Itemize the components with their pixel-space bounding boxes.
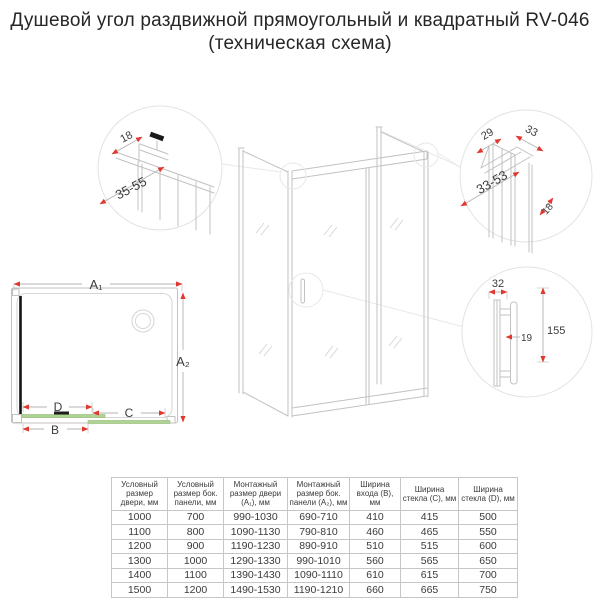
dim-handle-height: 155 <box>547 325 566 337</box>
table-header-cell: Ширина стекла (D), мм <box>459 478 518 511</box>
table-cell: 610 <box>350 568 401 583</box>
table-row <box>112 583 518 598</box>
table-cell: 560 <box>350 554 401 569</box>
table-cell: 690-710 <box>288 510 350 525</box>
table-cell: 1390-1430 <box>224 568 288 583</box>
table-cell: 1090-1110 <box>288 568 350 583</box>
dim-plan-b: B <box>50 423 60 437</box>
dim-top-rail-range: 35-55 <box>112 173 150 203</box>
table-cell: 700 <box>459 568 518 583</box>
sliding-door-glass <box>22 415 105 418</box>
table-cell: 410 <box>350 510 401 525</box>
table-cell: 1300 <box>112 554 168 569</box>
dim-profile-29: 29 <box>479 126 496 143</box>
table-cell: 1000 <box>168 554 224 569</box>
table-cell: 1290-1330 <box>224 554 288 569</box>
table-cell: 550 <box>459 525 518 540</box>
dim-top-rail-18: 18 <box>118 129 135 146</box>
table-cell: 1090-1130 <box>224 525 288 540</box>
table-header-row <box>112 478 518 511</box>
table-row <box>112 510 518 525</box>
table-cell: 1400 <box>112 568 168 583</box>
table-cell: 565 <box>401 554 459 569</box>
table-cell: 890-910 <box>288 539 350 554</box>
table-cell: 415 <box>401 510 459 525</box>
table-cell: 1190-1210 <box>288 583 350 598</box>
plan-view <box>12 277 190 437</box>
table-row <box>112 568 518 583</box>
table-header-cell: Монтажный размер бок. панели (A₂), мм <box>288 478 350 511</box>
dim-plan-a2: A₂ <box>176 354 190 369</box>
detail-wall-profile <box>460 110 592 253</box>
dim-handle-width: 32 <box>491 278 505 290</box>
table-cell: 1000 <box>112 510 168 525</box>
table-header-cell: Ширина стекла (C), мм <box>401 478 459 511</box>
table-cell: 1100 <box>168 568 224 583</box>
table-row <box>112 554 518 569</box>
dim-plan-c: C <box>124 406 134 420</box>
table-cell: 990-1010 <box>288 554 350 569</box>
table-cell: 700 <box>168 510 224 525</box>
page-title-line2: (техническая схема) <box>208 33 392 54</box>
table-cell: 600 <box>459 539 518 554</box>
table-header-cell: Условный размер бок. панели, мм <box>168 478 224 511</box>
table-cell: 990-1030 <box>224 510 288 525</box>
detail-top-rail <box>98 106 222 234</box>
table-cell: 665 <box>401 583 459 598</box>
dim-profile-range: 33-53 <box>473 167 510 197</box>
table-cell: 650 <box>459 554 518 569</box>
table-cell: 1200 <box>112 539 168 554</box>
table-cell: 500 <box>459 510 518 525</box>
table-cell: 1500 <box>112 583 168 598</box>
dim-plan-a1: A₁ <box>89 277 103 292</box>
table-cell: 660 <box>350 583 401 598</box>
dim-profile-33: 33 <box>523 123 540 140</box>
table-header-cell: Монтажный размер двери (A₁), мм <box>224 478 288 511</box>
page-title-line1: Душевой угол раздвижной прямоугольный и квадратный RV-046 <box>10 10 590 31</box>
table-row <box>112 525 518 540</box>
table-cell: 800 <box>168 525 224 540</box>
table-cell: 615 <box>401 568 459 583</box>
table-cell: 1490-1530 <box>224 583 288 598</box>
fixed-door-glass <box>88 421 170 424</box>
table-cell: 510 <box>350 539 401 554</box>
table-cell: 515 <box>401 539 459 554</box>
table-cell: 460 <box>350 525 401 540</box>
detail-handle <box>462 267 592 397</box>
dim-profile-18: 18 <box>540 201 556 218</box>
size-table <box>111 477 518 598</box>
table-header-cell: Ширина входа (B), мм <box>350 478 401 511</box>
table-cell: 790-810 <box>288 525 350 540</box>
dim-handle-gap: 19 <box>521 333 533 344</box>
dim-plan-d: D <box>53 400 63 414</box>
table-cell: 900 <box>168 539 224 554</box>
table-cell: 1100 <box>112 525 168 540</box>
table-cell: 465 <box>401 525 459 540</box>
table-cell: 1200 <box>168 583 224 598</box>
table-cell: 1190-1230 <box>224 539 288 554</box>
table-row <box>112 539 518 554</box>
table-header-cell: Условный размер двери, мм <box>112 478 168 511</box>
table-cell: 750 <box>459 583 518 598</box>
